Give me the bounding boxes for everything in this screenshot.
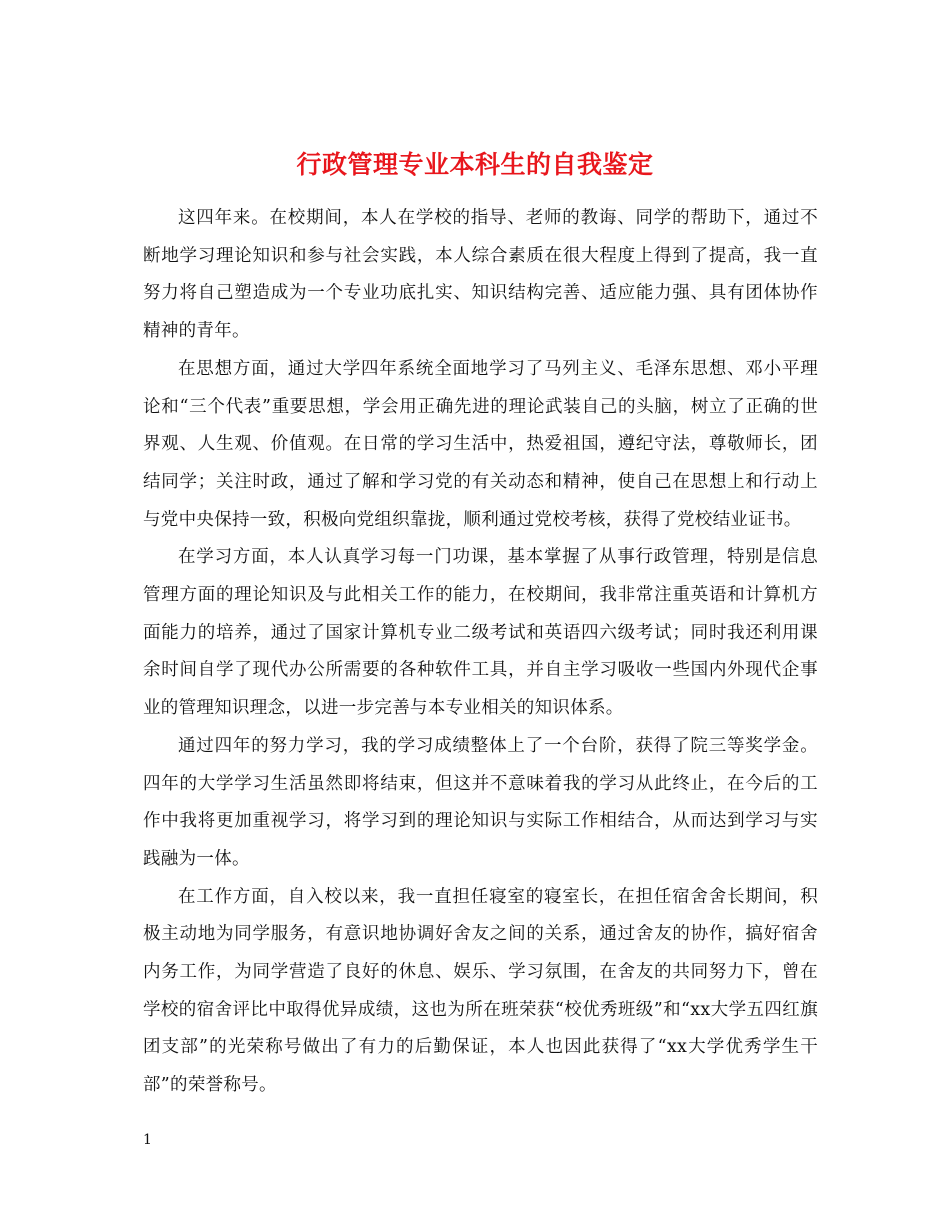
document-body: [143, 200, 818, 1105]
paragraph-study: 在学习方面，本人认真学习每一门功课，基本掌握了从事行政管理，特别是信息管理方面的理论知识及与此相关工作的能力，在校期间，我非常注重英语和计算机方面能力的培养，通过了国家计算机专业二级考试和英语四六级考试；同时我还利用课余时间自学了现代办公所需要的各种软件工具，并自主学习吸收一些国内外现代企事业的管理知识理念，以进一步完善与本专业相关的知识体系。: [143, 547, 818, 719]
paragraph-work: 在工作方面，自入校以来，我一直担任寝室的寝室长，在担任宿舍舍长期间，积极主动地为同学服务，有意识地协调好舍友之间的关系，通过舍友的协作，搞好宿舍内务工作，为同学营造了良好的休息、娱乐、学习氛围，在舍友的共同努力下，曾在学校的宿舍评比中取得优异成绩，这也为所在班荣获“校优秀班级”和“xx大学五四红旗团支部”的光荣称号做出了有力的后勤保证，本人也因此获得了“xx大学优秀学生干部”的荣誉称号。: [143, 886, 818, 1096]
paragraph-intro: 这四年来。在校期间，本人在学校的指导、老师的教诲、同学的帮助下，通过不断地学习理论知识和参与社会实践，本人综合素质在很大程度上得到了提高，我一直努力将自己塑造成为一个专业功底扎实、知识结构完善、适应能力强、具有团体协作精神的青年。: [143, 208, 818, 342]
paragraph-achievement: 通过四年的努力学习，我的学习成绩整体上了一个台阶，获得了院三等奖学金。四年的大学学习生活虽然即将结束，但这并不意味着我的学习从此终止，在今后的工作中我将更加重视学习，将学习到的理论知识与实际工作相结合，从而达到学习与实践融为一体。: [143, 735, 818, 869]
document-title: 行政管理专业本科生的自我鉴定: [296, 149, 654, 179]
paragraph-ideology: 在思想方面，通过大学四年系统全面地学习了马列主义、毛泽东思想、邓小平理论和“三个代表”重要思想，学会用正确先进的理论武装自己的头脑，树立了正确的世界观、人生观、价值观。在日常的学习生活中，热爱祖国，遵纪守法，尊敬师长，团结同学；关注时政，通过了解和学习党的有关动态和精神，使自己在思想上和行动上与党中央保持一致，积极向党组织靠拢，顺利通过党校考核，获得了党校结业证书。: [143, 358, 818, 530]
page-number: 1: [143, 1132, 152, 1148]
